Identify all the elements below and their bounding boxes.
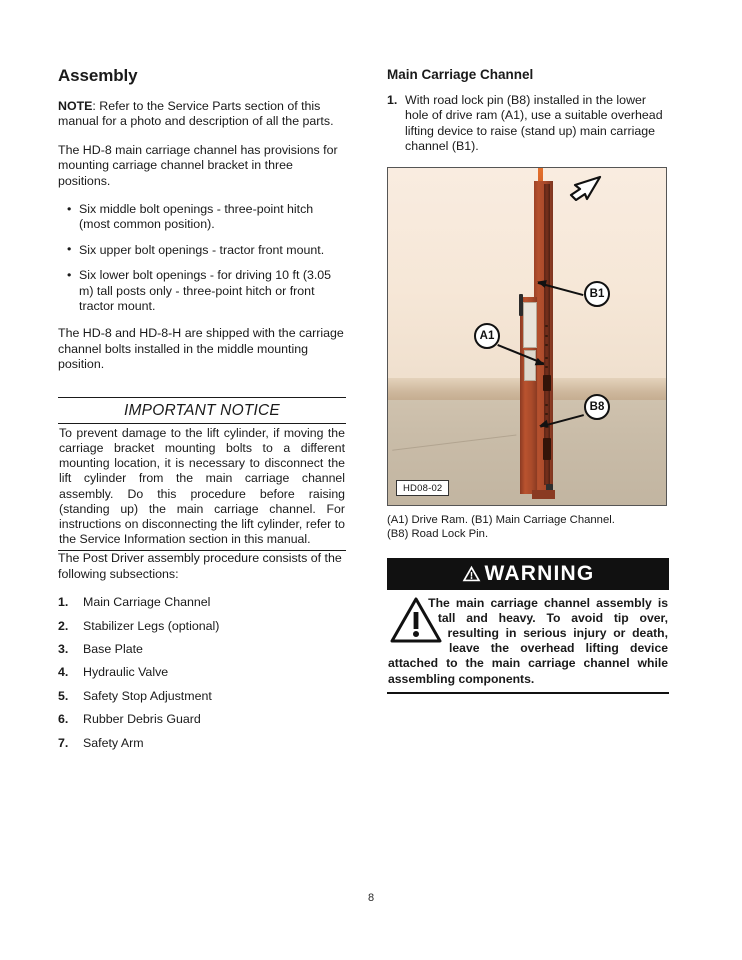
list-item	[58, 736, 346, 751]
important-notice-title: IMPORTANT NOTICE	[58, 398, 346, 424]
list-item	[58, 665, 346, 680]
list-item	[58, 712, 346, 727]
bolt-hole	[545, 413, 547, 415]
list-item-number: 4.	[58, 665, 69, 680]
list-item	[58, 619, 346, 634]
bolt-hole	[545, 404, 547, 406]
warning-body	[387, 590, 669, 692]
intro-paragraph: The HD-8 main carriage channel has provisions for mounting carriage channel bracket in three positions.	[58, 142, 338, 188]
list-item-label: Hydraulic Valve	[83, 665, 169, 680]
figure-caption-line-1: (A1) Drive Ram. (B1) Main Carriage Channel.	[387, 513, 615, 526]
bolt-hole	[545, 344, 547, 346]
step-text: With road lock pin (B8) installed in the lower hole of drive ram (A1), use a suitable overhead lifting device to raise (stand up) main carriage channel (B1).	[405, 93, 663, 154]
subsection-title: Main Carriage Channel	[387, 67, 534, 82]
callout-label: A1	[479, 329, 495, 342]
callout-a1	[474, 323, 500, 349]
warning-triangle-icon	[462, 565, 481, 582]
callout-b1	[584, 281, 610, 307]
list-item-number: 1.	[58, 595, 69, 610]
warning-banner	[387, 558, 669, 590]
figure-code-label: HD08-02	[396, 480, 449, 496]
warning-box	[387, 558, 669, 694]
list-item: • Six lower bolt openings - for driving 10 ft (3.05 m) tall posts only - three-point hitch or front tractor mount.	[58, 268, 346, 314]
bolt-hole	[545, 357, 547, 359]
note-label: NOTE	[58, 99, 93, 113]
list-item-number: 3.	[58, 641, 69, 656]
list-item-label: Safety Stop Adjustment	[83, 688, 212, 703]
list-item-label: Stabilizer Legs (optional)	[83, 618, 220, 633]
post-driver-machine	[520, 181, 562, 494]
callout-label: B8	[589, 400, 605, 413]
subsection-list	[58, 595, 346, 751]
machine-foot	[532, 490, 555, 499]
warning-banner-label: WARNING	[484, 561, 595, 585]
list-item: • Six middle bolt openings - three-point hitch (most common position).	[58, 202, 346, 233]
list-item	[58, 689, 346, 704]
list-item-label: Safety Arm	[83, 735, 144, 750]
bullet-list	[58, 202, 346, 314]
figure-photo	[387, 167, 667, 506]
list-item	[58, 642, 346, 657]
bolt-hole	[545, 335, 547, 337]
list-item: • Six upper bolt openings - tractor front mount.	[58, 243, 346, 258]
list-item-number: 7.	[58, 735, 69, 750]
figure-caption-line-2: (B8) Road Lock Pin.	[387, 527, 489, 540]
procedure-intro: The Post Driver assembly procedure consists of the following subsections:	[58, 551, 342, 581]
step-number: 1.	[387, 93, 398, 107]
shipped-paragraph: The HD-8 and HD-8-H are shipped with the carriage channel bolts installed in the middle mounting position.	[58, 326, 344, 372]
right-column	[387, 66, 669, 694]
list-item-label: Base Plate	[83, 641, 143, 656]
list-item-label: Main Carriage Channel	[83, 595, 211, 610]
callout-label: B1	[589, 287, 605, 300]
note-text: : Refer to the Service Parts section of this manual for a photo and description of all the parts.	[58, 99, 334, 129]
important-notice-box	[58, 397, 346, 552]
page-number: 8	[367, 892, 375, 904]
list-item-number: 2.	[58, 618, 69, 633]
channel-slot	[543, 375, 551, 391]
list-item	[58, 595, 346, 610]
left-column	[58, 66, 346, 759]
important-notice-body: To prevent damage to the lift cylinder, if moving the carriage bracket mounting bolts to a different mounting location, it is necessary to disconnect the lift cylinder from the main carriage channel assembly. Do this procedure before raising (standing up) the main carriage channel. For instructions on disconnecting the lift cylinder, refer to the Service Information section in this manual.	[59, 425, 345, 547]
list-item	[387, 93, 669, 155]
list-item-label: Rubber Debris Guard	[83, 712, 201, 727]
channel-slot	[543, 438, 551, 460]
list-item-number: 5.	[58, 688, 69, 703]
warning-text: The main carriage channel assembly is tall and heavy. To avoid tip over, resulting in serious injury or death, leave the overhead lifting device attached to the main carriage channel while assembling components.	[388, 595, 668, 686]
pointer-arrow-icon	[563, 173, 603, 201]
figure-caption	[387, 513, 669, 541]
page-title: Assembly	[58, 66, 138, 85]
step-list	[387, 93, 669, 155]
note-paragraph	[58, 99, 346, 130]
callout-b8	[584, 394, 610, 420]
warning-decal-upper	[523, 302, 538, 348]
list-item-number: 6.	[58, 712, 69, 727]
bolt-hole	[545, 366, 547, 368]
